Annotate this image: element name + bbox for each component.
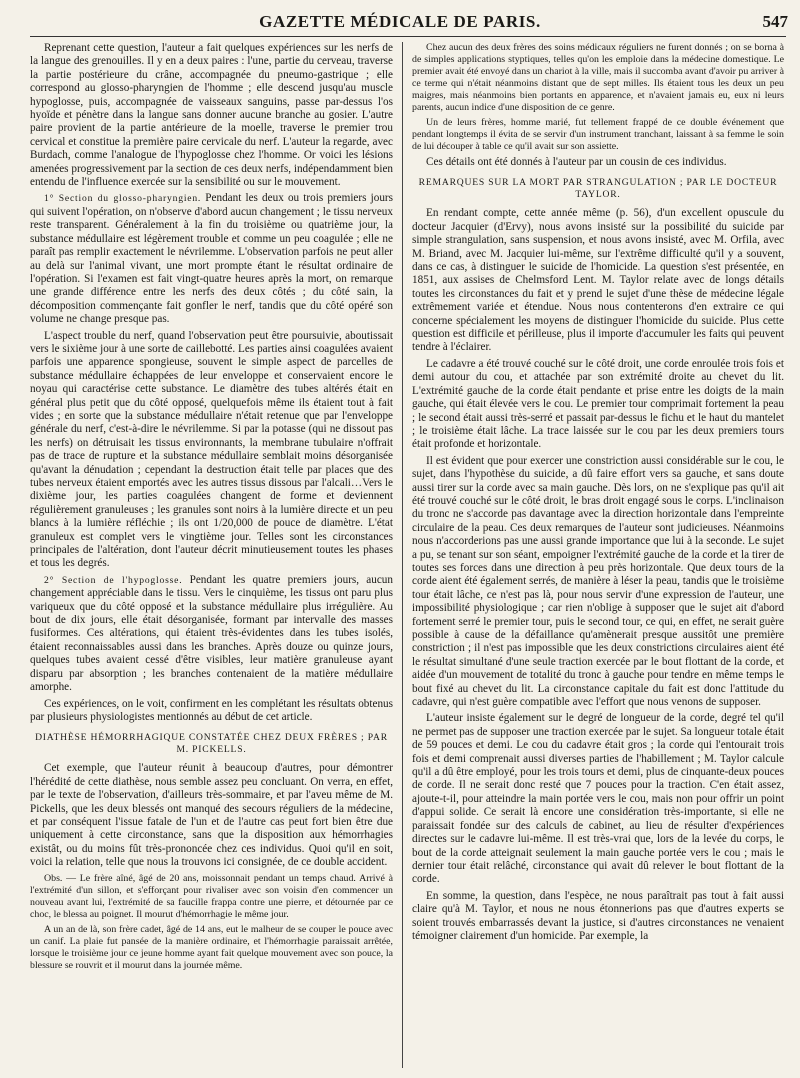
journal-title: GAZETTE MÉDICALE DE PARIS. (259, 12, 541, 31)
left-paragraph-6: Cet exemple, que l'auteur réunit à beaucoup d'autres, pour démontrer l'hérédité de cette diathèse, nous semble assez peu concluant. On verra, en effet, par le texte de l'observation, d'ailleurs très-sommaire, et par l'aveu même de M. Pickells, que les deux blessés ont manqué des secours réguliers de la médecine, et par conséquent l'issue fatale de l'un et de l'autre cas peut fort bien être due uniquement à cette circonstance, sans que la disposition aux hémorrhagies existât, ou du moins fût très-prononcée chez ces individus. Quoi qu'il en soit, voici la relation, telle que nous la trouvons ici consignée, de ce double accident. (30, 762, 393, 869)
left-paragraph-4 (30, 574, 393, 695)
left-column (30, 42, 393, 1072)
section-glosso-pharyngien-text: Pendant les deux ou trois premiers jours qui suivent l'opération, on n'observe d'abord aucun changement ; le tissu nerveux reste transparent. Généralement à la fin du troisième ou quatrième jour, la substance médullaire est légèrement trouble et comme un peu coagulée ; elle ne paraît pas remplir exactement le névrilemme. L'observation parfois ne peut aller au delà sur l'animal vivant, une mort prompte étant le résultat ordinaire de l'opération. Si l'examen est fait vingt-quatre heures après la mort, on remarque une grande différence entre les nerfs des deux côtés ; du côté sain, la décomposition commençante fait gonfler le nerf, tandis que du côté opéré son volume ne change presque pas. (30, 192, 393, 326)
column-separator (402, 42, 403, 1068)
right-paragraph-1: Chez aucun des deux frères des soins médicaux réguliers ne furent donnés ; on se borna à de simples applications styptiques, telles qu'on les emploie dans la médecine domestique. Le premier avait été envoyé dans un chariot à la ville, mais il succomba avant d'avoir pu arriver à ce terme qui n'était néanmoins distant que de sept milles. Ils étaient tous les deux un peu maigres, mais néanmoins bien portants en apparence, et n'avaient jamais eu, eux ni leurs parents, aucun indice d'une disposition de ce genre. (412, 42, 784, 113)
left-paragraph-5: Ces expériences, on le voit, confirment en les complétant les résultats obtenus par plusieurs physiologistes mentionnés au début de cet article. (30, 697, 393, 723)
right-paragraph-8: En somme, la question, dans l'espèce, ne nous paraîtrait pas tout à fait aussi claire qu'à M. Taylor, et nous ne nous étonnerions pas que d'autres experts se soient trouvés embarrassés devant la justice, si d'autres circonstances ne venaient témoigner clairement d'un homicide. Par exemple, la (412, 889, 784, 942)
page-number: 547 (762, 12, 788, 31)
right-paragraph-5: Le cadavre a été trouvé couché sur le côté droit, une corde enroulée trois fois et demi autour du cou, et attachée par son extrémité droite au chevet du lit. L'extrémité gauche de la corde était pendante et prise entre les doigts de la main gauche, qui était élevée vers le cou. Le premier tour comprimait fortement la peau ; le second était aussi très-serré et passait par-dessus le fichu et le haut du mantelet ; le troisième était lâche. La trace laissée sur le cou par les deux premiers tours était profonde et horizontale. (412, 357, 784, 451)
left-paragraph-2 (30, 192, 393, 326)
observation-paragraph: Obs. — Le frère aîné, âgé de 20 ans, moissonnait pendant un temps chaud. Arrivé à l'extrémité d'un sillon, et s'efforçant pour rivaliser avec son voisin d'en commencer un nouveau avant lui, l'extrémité de sa faucille frappa contre une pierre, et détournée par ce choc, le blessa au poignet. Il mourut d'hémorrhagie le même jour. (30, 872, 393, 920)
right-paragraph-7: L'auteur insiste également sur le degré de longueur de la corde, degré tel qu'il ne permet pas de supposer une traction exercée par le sujet. Sa longueur totale était de 59 pouces et demi. Le cou du cadavre était gros ; la corde qui l'entourait trois fois et demi comprenait aussi diverses parties de l'habillement ; M. Taylor calcule qu'il a dû être employé, pour les trois tours et demi, plus de cinquante-deux pouces de corde. Il ne serait donc resté que 7 pouces pour la traction. C'en était assez, ajoute-t-il, pour atteindre la main portée vers le cou, mais non pour offrir un point d'appui solide. Ce serait là encore une considération très-importante, si elle ne paraissait fondée sur des calculs de cabinet, au lieu de résulter d'expériences directes sur le cadavre lui-même. Il est très-vrai que, lors de la levée du corps, le bout de la corde atteignait seulement la main gauche portée vers le cou ; mais le dernier tour était relâché, circonstance qui avait dû relever le bout flottant de la corde. (412, 712, 784, 886)
header-rule (30, 36, 786, 37)
right-paragraph-4: En rendant compte, cette année même (p. 56), d'un excellent opuscule du docteur Jacquier (d'Ervy), nous avons insisté sur la possibilité du suicide par simple strangulation, sans suspension, et nous avons insisté, avec M. Orfila, avec M. Briand, avec M. Jacquier lui-même, sur l'extrême difficulté qu'il y a souvent, dans ce cas, à distinguer le suicide de l'homicide. La question s'est présentée, en 1851, aux assises de Chelmsford Lent. M. Taylor relate avec de longs détails toutes les circonstances du fait et y prend le sujet d'une thèse de médecine légale extrêmement variée et étendue. Nous nous contenterons d'en extraire ce qui concerne spécialement les moyens de distinguer l'homicide du suicide. Plus cette question est difficile et périlleuse, plus il importe d'accumuler les faits qui peuvent tendre à l'éclairer. (412, 207, 784, 354)
left-paragraph-3: L'aspect trouble du nerf, quand l'observation peut être poursuivie, aboutissait vers le sixième jour à une sorte de caillebotté. Les parties ainsi coagulées avaient parfois une apparence spongieuse, souvent le simple aspect de parcelles de substance médullaire échappées de leur enveloppe et conservaient encore le noyau qui caractérise cette substance. Le diamètre des tubes altérés était en général plus petit que du côté opposé, quelquefois même ils étaient tout à fait vides ; en sorte que la substance médullaire n'était retenue que par l'enveloppe générale du nerf, c'est-à-dire le névrilemme. Si par la potasse (qui ne dissout pas les nerfs) on détruisait les tissus environnants, la membrane tubulaire n'offrait pas de trace de rupture et la substance médullaire semblait moins désorganisée qu'avant la dénudation ; cependant la destruction était telle par places que des tubes nerveux étaient emportés avec les autres tissus dissous par l'alcali…Vers le dixième jour, les parties coagulées changent de forme et deviennent régulièrement granuleuses ; les granules sont noirs à la lumière directe et un peu blancs à la lumière réfléchie ; ils ont 1/20,000 de pouce de diamètre. L'état granuleux est complet vers le vingtième jour. Telles sont les circonstances principales de l'altération, dont l'auteur décrit minutieusement toutes les phases et tous les degrés. (30, 329, 393, 570)
right-paragraph-6: Il est évident que pour exercer une constriction aussi considérable sur le cou, le sujet, dans l'hypothèse du suicide, a dû faire effort vers sa gauche, et sans doute aussi tirer sur la corde avec sa main gauche. Dès lors, on ne s'explique pas qu'il ait été trouvé couché sur le côté droit, le bras droit engagé sous le corps. L'inclinaison du tronc ne s'accorde pas davantage avec la direction horizontale dans l'empreinte circulaire de la peau. Ces deux remarques de l'auteur sont judicieuses. Néanmoins nous n'accorderions pas une aussi grande importance que lui à la seconde. Le sujet a pu, se tenant sur son séant, empoigner l'extrémité gauche de la corde et la tirer de toutes ses forces dans une direction à peu près horizontale. Que deux tours de la corde aient été également serrés, de manière à léser la peau, tandis que le troisième tour était lâche, ce n'est pas là, pour nous servir d'une expression de l'auteur, une impossibilité physiologique ; car rien n'oblige à supposer que le sujet ait d'abord fortement serré le premier tour, puis le second tour, ce qui, en effet, ne serait guère possible à cause de la défaillance qu'amènerait presque aussitôt une première constriction ; il n'est pas impossible que les deux constrictions circulaires aient été le résultat simultané d'une seule traction exercée par le bout flottant de la corde, et aidée d'un mouvement de totalité du tronc à gauche pour tendre en même temps le bout fixé au chevet du lit. La circonstance capitale du fait est donc l'attitude du cadavre, qui n'est guère compatible avec l'effort que nous venons de supposer. (412, 454, 784, 709)
right-column (412, 42, 784, 1072)
running-header (0, 12, 800, 34)
article-heading-diathese: DIATHÈSE HÉMORRHAGIQUE CONSTATÉE CHEZ DEUX FRÈRES ; PAR M. PICKELLS. (35, 732, 388, 756)
left-paragraph-1: Reprenant cette question, l'auteur a fait quelques expériences sur les nerfs de la langue des grenouilles. Il y en a deux paires : l'une, partie du cerveau, traverse la partie postérieure du crâne, accompagnée du pneumo-gastrique ; elle correspond au glosso-pharyngien de l'homme ; elle descend jusqu'au muscle hypoglosse, puis, accompagnée de vaisseaux sanguins, passe par-dessus l'os hyoïde et pénètre dans la langue sans donner aucune branche au gosier. L'autre paire provient de la partie antérieure de la moelle, traverse le premier trou cervical et constitue la première paire cervicale du nerf. L'auteur la regarde, avec Burdach, comme l'analogue de l'hypoglosse chez l'homme. Or voici les lésions amenées progressivement par la section de ces deux nerfs, indépendamment bien entendu de l'influence exercée sur la sensibilité ou sur le mouvement. (30, 42, 393, 189)
section-glosso-pharyngien-heading: 1° Section du glosso-pharyngien. (44, 193, 202, 205)
section-hypoglosse-heading: 2° Section de l'hypoglosse. (44, 574, 183, 586)
article-heading-strangulation: REMARQUES SUR LA MORT PAR STRANGULATION ; PAR LE DOCTEUR TAYLOR. (418, 177, 778, 201)
right-paragraph-2: Un de leurs frères, homme marié, fut tellement frappé de ce double événement que pendant longtemps il évita de se servir d'un instrument tranchant, laissant à sa femme le soin de lui découper à table ce qu'il avait sur son assiette. (412, 117, 784, 152)
right-paragraph-3: Ces détails ont été donnés à l'auteur par un cousin de ces individus. (426, 156, 727, 168)
section-hypoglosse-text: Pendant les quatre premiers jours, aucun changement appréciable dans le tissu. Vers le cinquième, les tissus ont paru plus variqueux que du côté opposé et la substance médullaire plus irrégulière. Au bout de dix jours, elle était désorganisée, formant par intervalle des masses fusiformes. Ces altérations, qui étaient très-évidentes dans les tubes isolés, étaient reconnaissables aussi dans les branches. Après douze ou quinze jours, quelques tubes avaient cessé d'être visibles, leur matière granuleuse ayant disparu par absorption ; les branches contenaient de la matière médullaire amorphe. (30, 573, 393, 694)
observation-paragraph-2: A un an de là, son frère cadet, âgé de 14 ans, eut le malheur de se couper le pouce avec un canif. La plaie fut pansée de la manière ordinaire, et l'hémorrhagie paraissait arrêtée, lorsque le troisième jour ce jeune homme ayant fait quelque mouvement avec son pouce, la blessure se rouvrit et il mourut dans la journée même. (30, 923, 393, 971)
